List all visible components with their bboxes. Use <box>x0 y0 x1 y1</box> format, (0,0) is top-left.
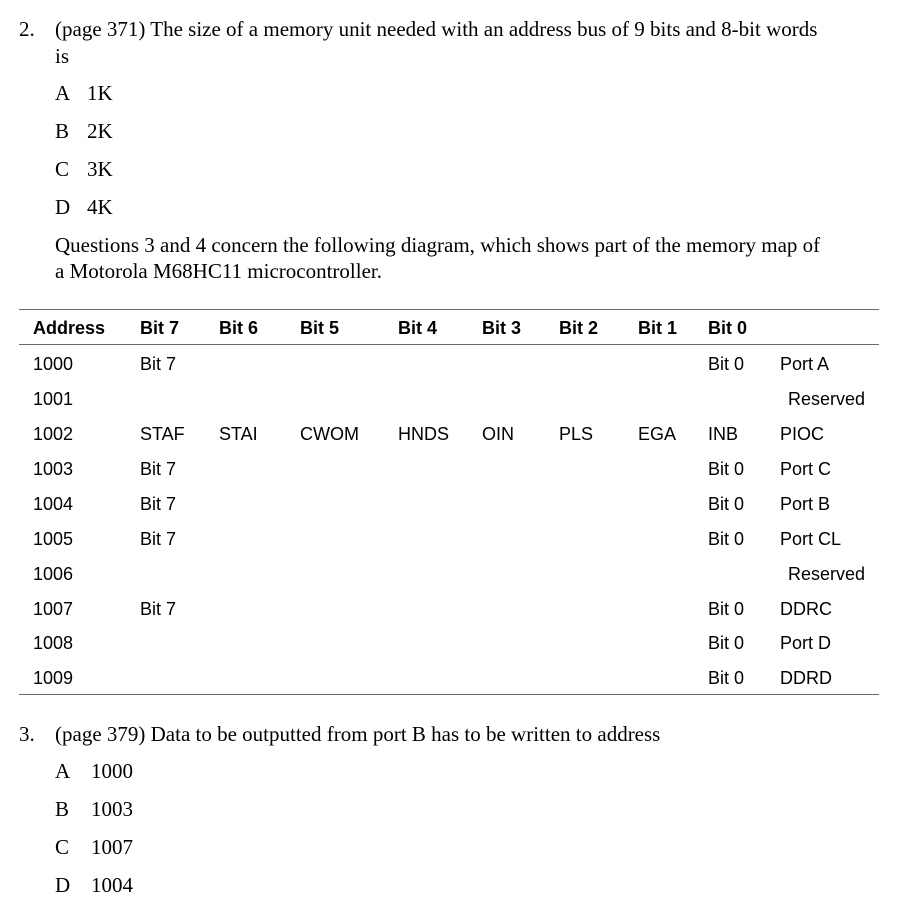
table-cell: Bit 7 <box>140 459 177 479</box>
question-3-option-d <box>55 873 133 897</box>
table-cell: Bit 0 <box>708 668 745 688</box>
table-cell: EGA <box>638 424 677 444</box>
table-header-cell: Bit 5 <box>300 318 340 338</box>
option-text: 1000 <box>91 759 133 783</box>
question-2-text-line-2: is <box>55 44 70 68</box>
table-cell: STAI <box>219 424 258 444</box>
table-cell: Port CL <box>780 529 842 549</box>
table-cell: STAF <box>140 424 185 444</box>
table-address-cell: 1009 <box>33 668 74 688</box>
table-address-cell: 1000 <box>33 354 74 374</box>
option-letter: B <box>55 797 70 821</box>
question-3-option-c <box>55 835 133 859</box>
table-header-rule <box>19 344 879 345</box>
table-address-cell: 1007 <box>33 599 74 619</box>
table-cell: Port A <box>780 354 830 374</box>
table-cell: Bit 0 <box>708 633 745 653</box>
option-letter: C <box>55 835 70 859</box>
table-cell: DDRC <box>780 599 832 619</box>
option-text: 4K <box>87 195 113 219</box>
table-cell: Bit 0 <box>708 494 745 514</box>
question-3-option-a <box>55 759 133 783</box>
option-text: 1K <box>87 81 113 105</box>
question-2-number: 2. <box>19 17 35 41</box>
table-cell: DDRD <box>780 668 832 688</box>
question-2-option-c <box>55 157 113 181</box>
table-intro-line-1: Questions 3 and 4 concern the following diagram, which shows part of the memory map of <box>55 233 821 257</box>
table-header-cell: Bit 6 <box>219 318 259 338</box>
table-cell: Bit 7 <box>140 354 177 374</box>
question-3-option-b <box>55 797 133 821</box>
table-header-cell: Address <box>33 318 106 338</box>
option-text: 1007 <box>91 835 133 859</box>
question-2-text-line-1: (page 371) The size of a memory unit needed with an address bus of 9 bits and 8-bit words <box>55 17 818 41</box>
table-cell: Bit 0 <box>708 354 745 374</box>
table-cell: Reserved <box>787 564 865 584</box>
table-cell: PIOC <box>780 424 825 444</box>
table-header-cell: Bit 2 <box>559 318 599 338</box>
table-header-cell: Bit 4 <box>398 318 438 338</box>
table-cell: HNDS <box>398 424 450 444</box>
question-2-option-d <box>55 195 113 219</box>
table-cell: Bit 7 <box>140 494 177 514</box>
table-address-cell: 1002 <box>33 424 74 444</box>
question-2-option-b <box>55 119 113 143</box>
table-address-cell: 1006 <box>33 564 74 584</box>
table-cell: Reserved <box>787 389 865 409</box>
table-cell: INB <box>708 424 739 444</box>
table-cell: Bit 7 <box>140 599 177 619</box>
table-cell: Bit 0 <box>708 459 745 479</box>
option-text: 1004 <box>91 873 133 897</box>
option-letter: D <box>55 873 71 897</box>
option-letter: A <box>55 81 71 105</box>
option-text: 1003 <box>91 797 133 821</box>
option-letter: C <box>55 157 70 181</box>
option-letter: D <box>55 195 71 219</box>
question-2-option-a <box>55 81 113 105</box>
table-address-cell: 1001 <box>33 389 74 409</box>
table-address-cell: 1005 <box>33 529 74 549</box>
option-letter: A <box>55 759 71 783</box>
table-address-cell: 1003 <box>33 459 74 479</box>
table-cell: Bit 0 <box>708 599 745 619</box>
table-cell: PLS <box>559 424 594 444</box>
table-header-cell: Bit 1 <box>638 318 678 338</box>
table-address-cell: 1004 <box>33 494 74 514</box>
table-cell: Bit 0 <box>708 529 745 549</box>
table-intro-line-2: a Motorola M68HC11 microcontroller. <box>55 259 382 283</box>
table-cell: Port B <box>780 494 831 514</box>
table-cell: Bit 7 <box>140 529 177 549</box>
table-cell: OIN <box>482 424 515 444</box>
table-header-cell: Bit 7 <box>140 318 180 338</box>
question-3-number: 3. <box>19 722 35 746</box>
option-letter: B <box>55 119 70 143</box>
table-cell: Port C <box>780 459 832 479</box>
table-cell: Port D <box>780 633 832 653</box>
option-text: 2K <box>87 119 113 143</box>
table-header-cell: Bit 3 <box>482 318 522 338</box>
table-header-cell: Bit 0 <box>708 318 748 338</box>
table-cell: CWOM <box>300 424 359 444</box>
question-3-text-line-1: (page 379) Data to be outputted from port B has to be written to address <box>55 722 661 746</box>
option-text: 3K <box>87 157 113 181</box>
table-address-cell: 1008 <box>33 633 74 653</box>
